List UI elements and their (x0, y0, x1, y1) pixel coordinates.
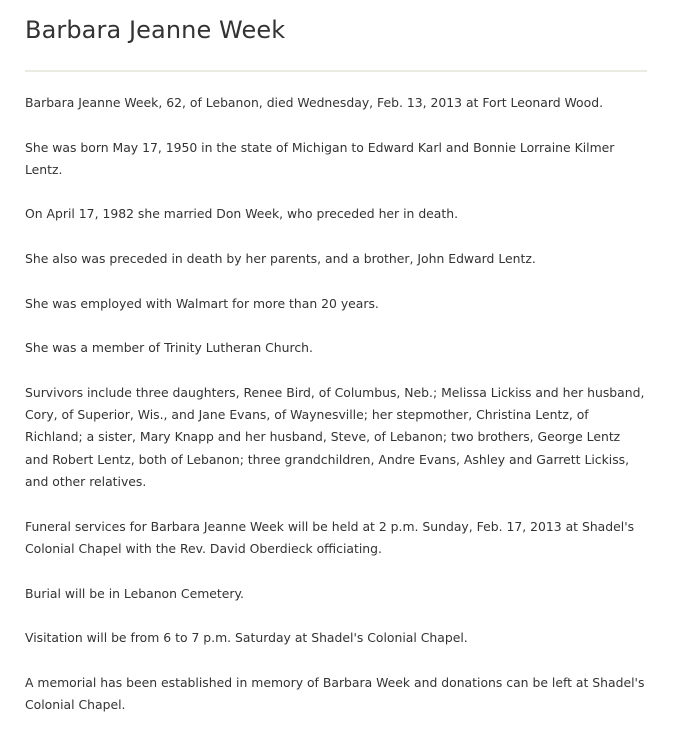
paragraph-preceded: She also was preceded in death by her parents, and a brother, John Edward Lentz. (25, 251, 536, 267)
paragraph-memorial: A memorial has been established in memory of Barbara Week and donations can be left at Shadel's Colonial Chapel. (25, 674, 645, 713)
article-body (25, 92, 647, 716)
title-divider (25, 70, 647, 72)
paragraph-birth: She was born May 17, 1950 in the state of Michigan to Edward Karl and Bonnie Lorraine Kilmer Lentz. (25, 139, 615, 177)
paragraph-church: She was a member of Trinity Lutheran Church. (25, 340, 313, 356)
paragraph-burial: Burial will be in Lebanon Cemetery. (25, 585, 244, 601)
obituary-article (25, 0, 647, 739)
paragraph-marriage: On April 17, 1982 she married Don Week, who preceded her in death. (25, 206, 459, 222)
paragraph-survivors: Survivors include three daughters, Renee Bird, of Columbus, Neb.; Melissa Lickiss and her husband, Cory, of Superior, Wis., and Jane Evans, of Waynesville; her stepmother, Christina Lentz, of Richland; a sister, Mary Knapp and her husband, Steve, of Lebanon; two brothers, George Lentz and Robert Lentz, both of Lebanon; three grandchildren, Andre Evans, Ashley and Garrett Lickiss, and other relatives. (25, 384, 645, 490)
paragraph-employment: She was employed with Walmart for more than 20 years. (25, 295, 379, 311)
page-title: Barbara Jeanne Week (25, 16, 286, 44)
paragraph-funeral: Funeral services for Barbara Jeanne Week will be held at 2 p.m. Sunday, Feb. 17, 2013 at Shadel's Colonial Chapel with the Rev. David Oberdieck officiating. (25, 518, 635, 556)
paragraph-death-notice: Barbara Jeanne Week, 62, of Lebanon, died Wednesday, Feb. 13, 2013 at Fort Leonard Wood. (25, 95, 604, 110)
paragraph-visitation: Visitation will be from 6 to 7 p.m. Saturday at Shadel's Colonial Chapel. (25, 630, 468, 646)
